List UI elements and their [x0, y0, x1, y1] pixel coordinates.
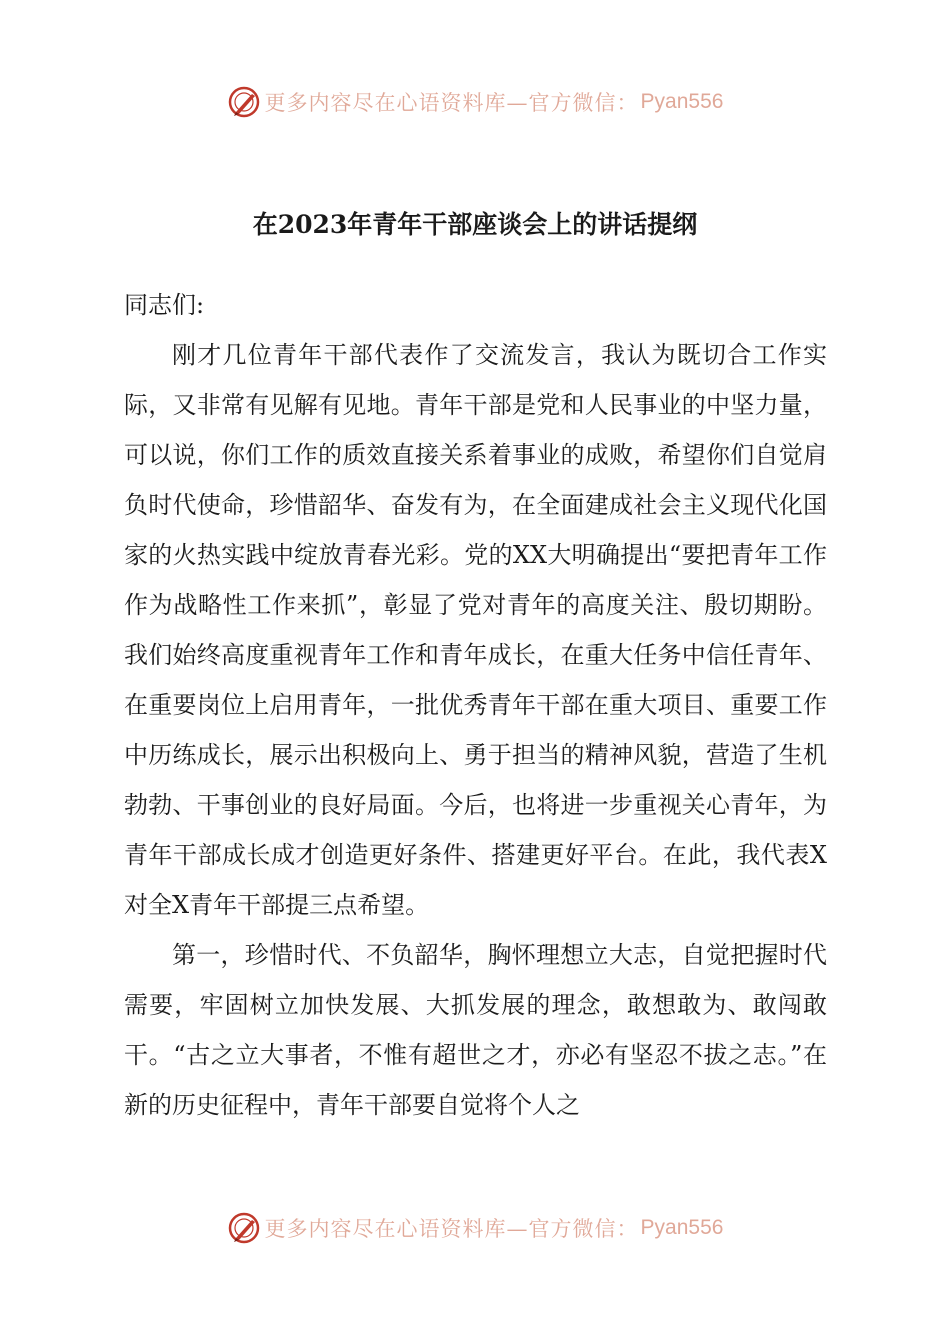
pen-circle-logo-icon — [227, 1211, 261, 1245]
watermark-wechat-id: Pyan556 — [640, 90, 724, 113]
document-body — [124, 280, 827, 1130]
header-watermark — [0, 82, 950, 122]
document-title: 在2023年青年干部座谈会上的讲话提纲 — [252, 210, 698, 239]
watermark-wechat-id: Pyan556 — [640, 1216, 724, 1239]
footer-watermark — [0, 1208, 950, 1248]
watermark-text: 更多内容尽在心语资料库—官方微信： — [264, 1217, 639, 1241]
salutation: 同志们: — [124, 291, 205, 319]
paragraph-2: 第一，珍惜时代、不负韶华，胸怀理想立大志，自觉把握时代需要，牢固树立加快发展、大抓发展的理念，敢想敢为、敢闯敢干。“古之立大事者，不惟有超世之才，亦必有坚忍不拔之志。”在新的历史征程中，青年干部要自觉将个人之 — [124, 941, 827, 1119]
paragraph-1: 刚才几位青年干部代表作了交流发言，我认为既切合工作实际，又非常有见解有见地。青年干部是党和人民事业的中坚力量，可以说，你们工作的质效直接关系着事业的成败，希望你们自觉肩负时代使命，珍惜韶华、奋发有为，在全面建成社会主义现代化国家的火热实践中绽放青春光彩。党的XX大明确提出“要把青年工作作为战略性工作来抓”，彰显了党对青年的高度关注、殷切期盼。我们始终高度重视青年工作和青年成长，在重大任务中信任青年、在重要岗位上启用青年，一批优秀青年干部在重大项目、重要工作中历练成长，展示出积极向上、勇于担当的精神风貌，营造了生机勃勃、干事创业的良好局面。今后，也将进一步重视关心青年，为青年干部成长成才创造更好条件、搭建更好平台。在此，我代表X对全X青年干部提三点希望。 — [124, 341, 827, 919]
watermark-text: 更多内容尽在心语资料库—官方微信： — [264, 91, 639, 115]
pen-circle-logo-icon — [227, 85, 261, 119]
